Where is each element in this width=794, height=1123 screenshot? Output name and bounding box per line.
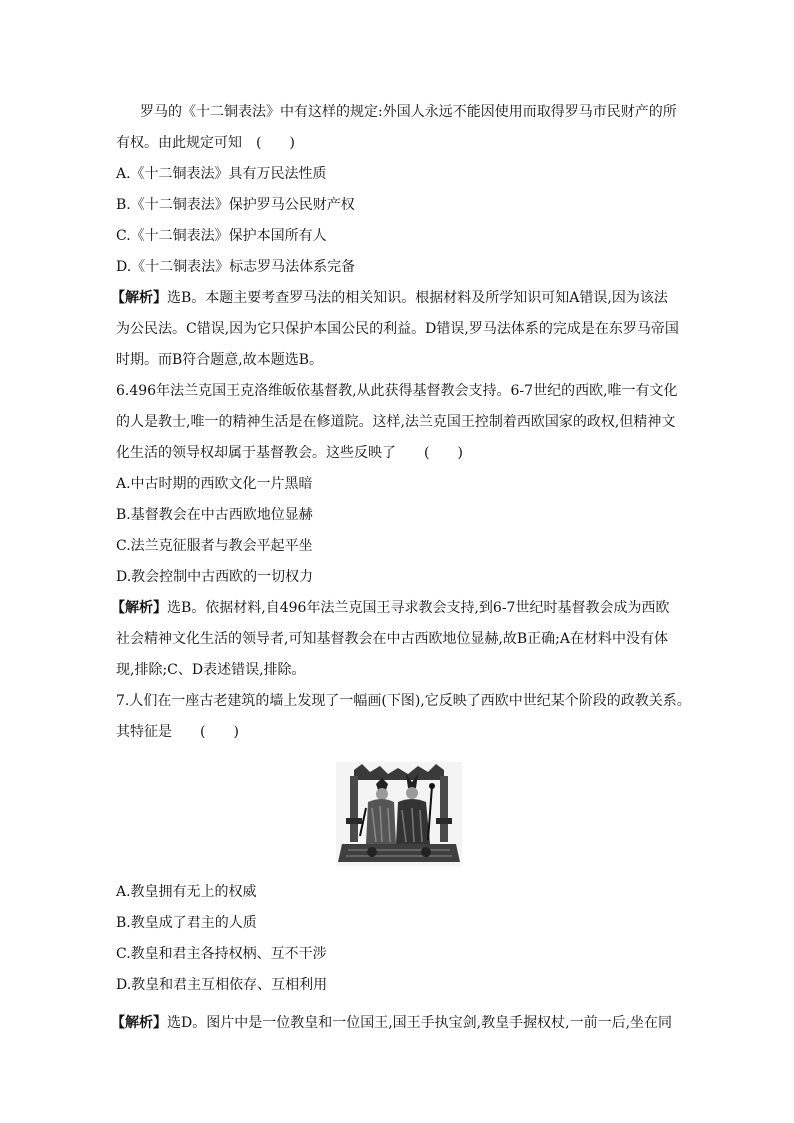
q6-option-b: B.基督教会在中古西欧地位显赫 [116,507,313,523]
q5-analysis-tag: 【解析】 [111,290,167,306]
q6-stem-line-2: 的人是教士,唯一的精神生活是在修道院。这样,法兰克国王控制着西欧国家的政权,但精神文 [116,414,676,430]
q5-analysis-line-2: 为公民法。C错误,因为它只保护本国公民的利益。D错误,罗马法体系的完成是在东罗马帝国 [116,321,679,337]
q6-analysis-line-1 [0,598,794,618]
q7-analysis-line-1 [0,1013,794,1033]
q5-stem-line-2: 有权。由此规定可知 ( ) [116,135,295,151]
q7-analysis-tag: 【解析】 [111,1015,167,1031]
q6-analysis-text: 选B。依据材料,自496年法兰克国王寻求教会支持,到6-7世纪时基督教会成为西欧 [167,600,670,616]
q6-stem-line-1: 6.496年法兰克国王克洛维皈依基督教,从此获得基督教会支持。6-7世纪的西欧,唯一有文化 [116,383,678,399]
q6-analysis-line-3: 现,排除;C、D表述错误,排除。 [116,662,306,678]
q5-analysis-text: 选B。本题主要考查罗马法的相关知识。根据材料及所学知识可知A错误,因为该法 [167,290,668,306]
q6-option-d: D.教会控制中古西欧的一切权力 [116,569,314,585]
q7-option-d: D.教皇和君主互相依存、互相利用 [116,977,328,993]
q6-option-c: C.法兰克征服者与教会平起平坐 [116,538,313,554]
q7-option-c: C.教皇和君主各持权柄、互不干涉 [116,946,327,962]
q5-analysis-line-1 [0,288,794,308]
q7-option-b: B.教皇成了君主的人质 [116,915,257,931]
q6-option-a: A.中古时期的西欧文化一片黑暗 [116,476,313,492]
q5-option-b: B.《十二铜表法》保护罗马公民财产权 [116,197,355,213]
q7-analysis-text: 选D。图片中是一位教皇和一位国王,国王手执宝剑,教皇手握权杖,一前一后,坐在同 [167,1015,673,1031]
q5-analysis-line-3: 时期。而B符合题意,故本题选B。 [116,352,324,368]
q7-stem-line-2: 其特征是 ( ) [116,724,239,740]
q5-option-d: D.《十二铜表法》标志罗马法体系完备 [116,259,356,275]
q6-stem-line-3: 化生活的领导权却属于基督教会。这些反映了 ( ) [116,445,463,461]
q6-analysis-tag: 【解析】 [111,600,167,616]
q5-option-c: C.《十二铜表法》保护本国所有人 [116,228,327,244]
q5-option-a: A.《十二铜表法》具有万民法性质 [116,166,327,182]
q5-stem-line-1: 罗马的《十二铜表法》中有这样的规定:外国人永远不能因使用而取得罗马市民财产的所 [140,104,677,120]
q6-analysis-line-2: 社会精神文化生活的领导者,可知基督教会在中古西欧地位显赫,故B正确;A在材料中没有体 [116,631,669,647]
q7-stem-line-1: 7.人们在一座古老建筑的墙上发现了一幅画(下图),它反映了西欧中世纪某个阶段的政教关系。 [116,693,691,709]
q7-option-a: A.教皇拥有无上的权威 [116,884,257,900]
pope-and-king-engraving-icon [336,762,462,866]
